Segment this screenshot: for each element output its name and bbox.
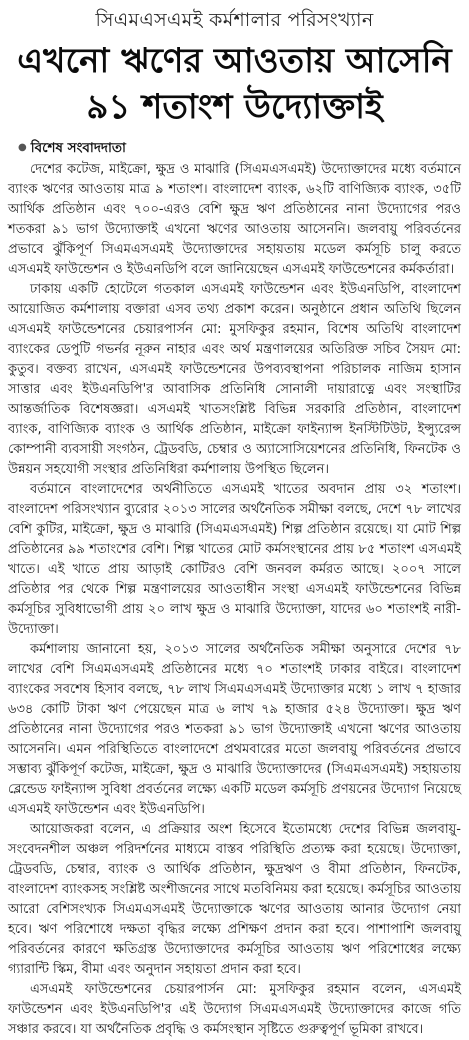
headline-line-1: এখনো ঋণের আওতায় আসেনি bbox=[17, 41, 452, 81]
paragraph: কর্মশালায় জানানো হয়, ২০১৩ সালের অর্থনৈতিক সমীক্ষা অনুসারে দেশের ৭৮ লাখের বেশি সিএমএসএমই প্রতিষ্ঠানের মধ্যে ৭০ শতাংশই ঢাকার বাইরে। বাংলাদেশ ব্যাংকের সবশেষ হিসাব বলছে, ৭৮ লাখ সিএমএসএমই উদ্যোক্তার মধ্যে ১ লাখ ৭ হাজার ৬৩৪ কোটি টাকা ঋণ পেয়েছেন মাত্র ৬ লাখ ৭৯ হাজার ৫২৪ উদ্যোক্তা। ক্ষুদ্র ঋণ প্রতিষ্ঠানের নানা উদ্যোগের পরও শতকরা ৯১ ভাগ উদ্যোক্তাই এখনো ঋণের আওতায় আসেননি। এমন পরিস্থিতিতে বাংলাদেশে প্রথমবারের মতো জলবায়ু পরিবর্তনের প্রভাবে সম্ভাব্য ঝুঁকিপূর্ণ কটেজ, মাইক্রো, ক্ষুদ্র ও মাঝারি উদ্যোক্তাদের (সিএমএসএমই) সহায়তায় ব্লেন্ডেড ফাইন্যান্স সুবিধা প্রবর্তনের লক্ষ্যে একটি মডেল কর্মসূচি প্রণয়নের উদ্যোগ নিয়েছে এসএমই ফাউন্ডেশন এবং ইউএনডিপি। bbox=[8, 642, 461, 817]
paragraph: ঢাকায় একটি হোটেলে গতকাল এসএমই ফাউন্ডেশন এবং ইউএনডিপি, বাংলাদেশ আয়োজিত কর্মশালায় বক্তারা এসব তথ্য প্রকাশ করেন। অনুষ্ঠানে প্রধান অতিথি ছিলেন এসএমই ফাউন্ডেশনের চেয়ারপার্সন মো: মুসফিকুর রহমান, বিশেষ অতিথি বাংলাদেশ ব্যাংকের ডেপুটি গভর্নর নূরুন নাহার এবং অর্থ মন্ত্রণালয়ের অতিরিক্ত সচিব সৈয়দ মো: কুতুব। বক্তব্য রাখেন, এসএমই ফাউন্ডেশনের উপব্যবস্থাপনা পরিচালক নাজিম হাসান সাত্তার এবং ইউএনডিপি'র আবাসিক প্রতিনিধি সোনালী দায়ারাত্নে এবং সংস্থাটির আন্তর্জাতিক বিশেষজ্ঞরা। এসএমই খাতসংশ্লিষ্ট বিভিন্ন সরকারি প্রতিষ্ঠান, বাংলাদেশ ব্যাংক, বাণিজ্যিক ব্যাংক ও আর্থিক প্রতিষ্ঠান, মাইক্রো ফাইন্যান্স ইনস্টিটিউট, ইন্স্যুরেন্স কোম্পানী ব্যবসায়ী সংগঠন, ট্রেডবডি, চেম্বার ও অ্যাসোসিয়েশনের প্রতিনিধি, ফিনটেক ও উন্নয়ন সহযোগী সংস্থার প্রতিনিধিরা কর্মশালায় উপস্থিত ছিলেন। bbox=[8, 282, 461, 477]
article-body bbox=[8, 160, 461, 1040]
byline-text: বিশেষ সংবাদদাতা bbox=[30, 140, 126, 156]
kicker: সিএমএসএমই কর্মশালার পরিসংখ্যান bbox=[95, 9, 374, 31]
paragraph: দেশের কটেজ, মাইক্রো, ক্ষুদ্র ও মাঝারি (সিএমএসএমই) উদ্যোক্তাদের মধ্যে বর্তমানে ব্যাংক ঋণের আওতায় মাত্র ৯ শতাংশ। বাংলাদেশ ব্যাংক, ৬২টি বাণিজ্যিক ব্যাংক, ৩৫টি আর্থিক প্রতিষ্ঠান এবং ৭০০-এরও বেশি ক্ষুদ্র ঋণ প্রতিষ্ঠানের নানা উদ্যোগের পরও শতকরা ৯১ ভাগ উদ্যোক্তাই এখনো ঋণের আওতায় আসেননি। জলবায়ু পরিবর্তনের প্রভাবে ঝুঁকিপূর্ণ সিএমএসএমই উদ্যোক্তাদের সহায়তায় মডেল কর্মসূচি চালু করতে এসএমই ফাউন্ডেশন ও ইউএনডিপি বলে জানিয়েছেন এসএমই ফাউন্ডেশনের কর্মকর্তারা। bbox=[8, 162, 461, 277]
bullet-icon: ● bbox=[18, 142, 27, 153]
headline bbox=[8, 38, 461, 130]
paragraph: আয়োজকরা বলেন, এ প্রক্রিয়ার অংশ হিসেবে ইতোমধ্যে দেশের বিভিন্ন জলবায়ু-সংবেদনশীল অঞ্চল পরিদর্শনের মাধ্যমে বাস্তব পরিস্থিতি প্রত্যক্ষ করা হয়েছে। উদ্যোক্তা, ট্রেডবডি, চেম্বার, ব্যাংক ও আর্থিক প্রতিষ্ঠান, ক্ষুদ্রঋণ ও বীমা প্রতিষ্ঠান, ফিনটেক, বাংলাদেশ ব্যাংকসহ সংশ্লিষ্ট অংশীজনের সাথে মতবিনিময় করা হয়েছে। কর্মসূচির আওতায় আরো বেশিসংখ্যক সিএমএসএমই উদ্যোক্তাকে ঋণের আওতায় আনার উদ্যোগ নেয়া হবে। ঋণ পরিশোধে দক্ষতা বৃদ্ধির লক্ষ্যে প্রশিক্ষণ প্রদান করা হবে। পাশাপাশি জলবায়ু পরিবর্তনের কারণে ক্ষতিগ্রস্ত উদ্যোক্তাদের কর্মসূচির আওতায় ঋণ পরিশোধের লক্ষ্যে গ্যারান্টি স্কিম, বীমা এবং অনুদান সহায়তা প্রদান করা হবে। bbox=[8, 822, 461, 977]
paragraph: এসএমই ফাউন্ডেশনের চেয়ারপার্সন মো: মুসফিকুর রহমান বলেন, এসএমই ফাউন্ডেশন এবং ইউএনডিপি'র এই উদ্যোগ সিএমএসএমই উদ্যোক্তাদের কাজে গতি সঞ্চার করবে। যা অর্থনৈতিক প্রবৃদ্ধি ও কর্মসংস্থান সৃষ্টিতে গুরুত্বপূর্ণ ভূমিকা রাখবে। bbox=[8, 982, 461, 1037]
paragraph: বর্তমানে বাংলাদেশের অর্থনীতিতে এসএমই খাতের অবদান প্রায় ৩২ শতাংশ। বাংলাদেশ পরিসংখ্যান ব্যুরোর ২০১৩ সালের অর্থনৈতিক সমীক্ষা বলছে, দেশে ৭৮ লাখের বেশি কুটির, মাইক্রো, ক্ষুদ্র ও মাঝারি (সিএমএসএমই) শিল্প প্রতিষ্ঠান রয়েছে। যা মোট শিল্প প্রতিষ্ঠানের ৯৯ শতাংশের বেশি। শিল্প খাতের মোট কর্মসংস্থানের প্রায় ৮৫ শতাংশ এসএমই খাতে। এই খাতে প্রায় আড়াই কোটিরও বেশি জনবল কর্মরত আছে। ২০০৭ সালে প্রতিষ্ঠার পর থেকে শিল্প মন্ত্রণালয়ের আওতাধীন সংস্থা এসএমই ফাউন্ডেশনের বিভিন্ন কর্মসূচির সুবিধাভোগী প্রায় ২০ লাখ ক্ষুদ্র ও মাঝারি উদ্যোক্তা, যাদের ৬০ শতাংশই নারী-উদ্যোক্তা। bbox=[8, 482, 461, 637]
headline-line-2: ৯১ শতাংশ উদ্যোক্তাই bbox=[86, 87, 383, 127]
byline bbox=[18, 138, 461, 158]
